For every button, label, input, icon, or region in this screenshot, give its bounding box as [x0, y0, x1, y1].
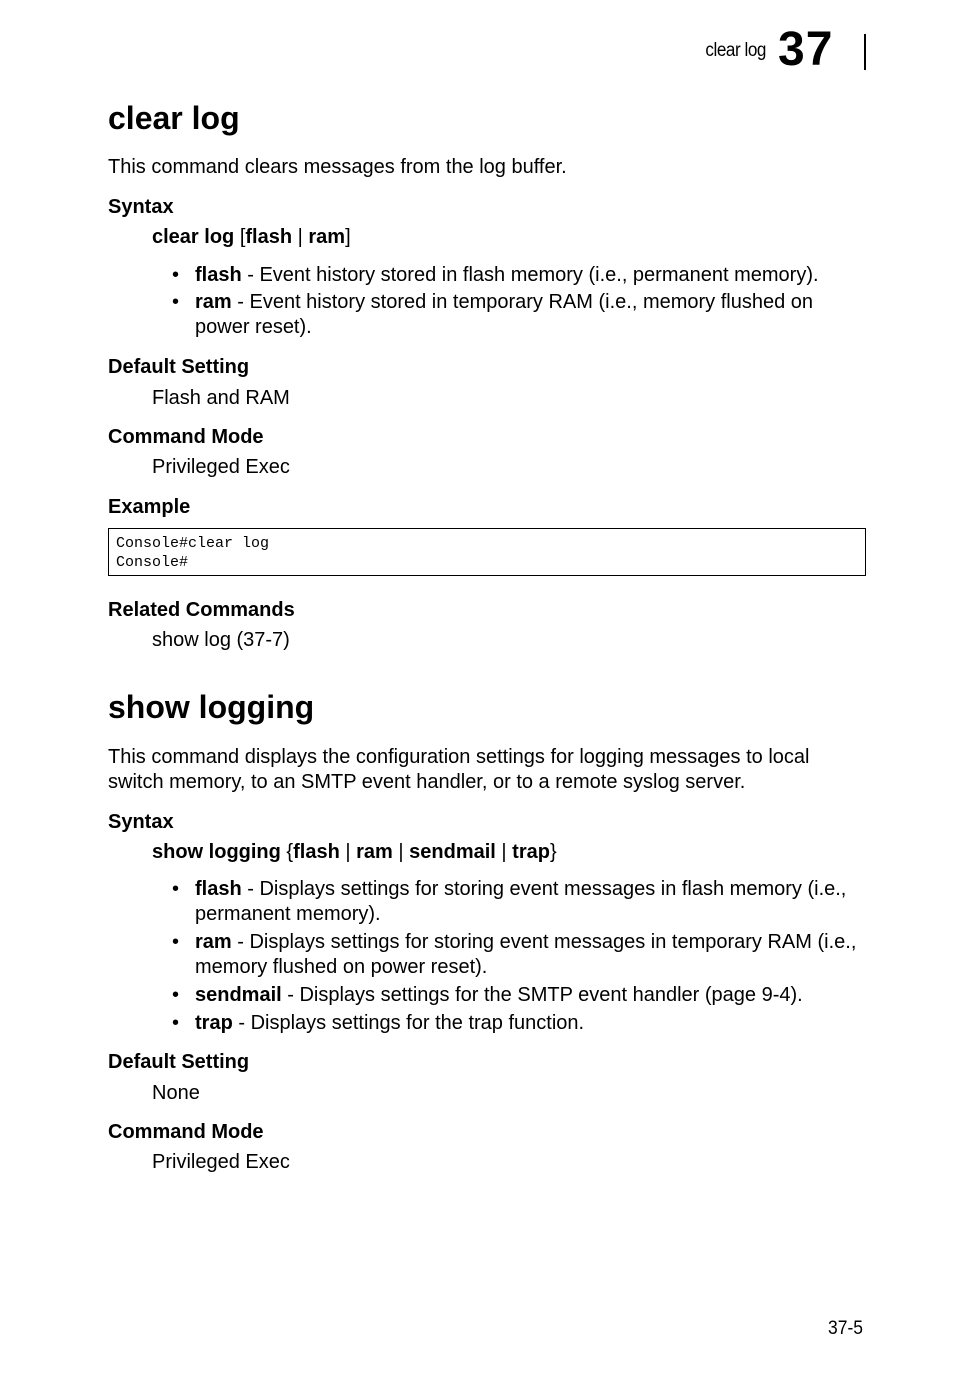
syntax-command: clear log: [152, 226, 235, 248]
clear-log-syntax: clear log [flash | ram]: [152, 226, 351, 248]
syntax-option: flash: [245, 226, 293, 248]
code-example: [108, 528, 866, 576]
chapter-rule: [864, 34, 866, 70]
section-title-show-logging: show logging: [108, 689, 315, 725]
clear-log-example-heading: Example: [108, 496, 191, 518]
running-title: clear log: [705, 40, 766, 61]
chapter-number: 37: [778, 23, 834, 76]
show-logging-mode-value: Privileged Exec: [152, 1151, 290, 1173]
clear-log-default-value: Flash and RAM: [152, 387, 290, 409]
show-logging-default-heading: Default Setting: [108, 1051, 250, 1073]
clear-log-related-heading: Related Commands: [108, 599, 295, 621]
syntax-option: ram: [356, 841, 393, 863]
show-logging-syntax-heading: Syntax: [108, 811, 174, 833]
syntax-option: flash: [293, 841, 340, 863]
list-item: • flash - Displays settings for storing event messages in flash memory (i.e., permanent memory).: [172, 877, 862, 927]
clear-log-related-value: show log (37-7): [152, 629, 290, 651]
code-line: Console#clear log: [116, 535, 270, 552]
syntax-option: trap: [512, 841, 550, 863]
show-logging-default-value: None: [152, 1082, 200, 1104]
list-item: • trap - Displays settings for the trap function.: [172, 1011, 862, 1036]
clear-log-param-list: [172, 263, 862, 340]
syntax-option: sendmail: [409, 841, 496, 863]
show-logging-description: This command displays the configuration settings for logging messages to local switch memory, to an SMTP event handler, or to a remote syslog server.: [108, 746, 810, 793]
list-item: • flash - Event history stored in flash memory (i.e., permanent memory).: [172, 263, 862, 288]
list-item: • ram - Displays settings for storing event messages in temporary RAM (i.e., memory flushed on power reset).: [172, 930, 862, 980]
clear-log-mode-heading: Command Mode: [108, 426, 264, 448]
clear-log-syntax-heading: Syntax: [108, 196, 174, 218]
show-logging-param-list: [172, 877, 862, 1036]
page-number: 37-5: [828, 1318, 863, 1339]
list-item: • sendmail - Displays settings for the SMTP event handler (page 9-4).: [172, 983, 862, 1008]
clear-log-description: This command clears messages from the log buffer.: [108, 156, 567, 178]
list-item: • ram - Event history stored in temporary RAM (i.e., memory flushed on power reset).: [172, 290, 862, 340]
code-line: Console#: [116, 554, 189, 571]
clear-log-mode-value: Privileged Exec: [152, 456, 290, 478]
show-logging-syntax: show logging {flash | ram | sendmail | trap}: [152, 841, 557, 863]
syntax-option: ram: [308, 226, 346, 248]
syntax-command: show logging: [152, 841, 281, 863]
clear-log-default-heading: Default Setting: [108, 356, 250, 378]
section-title-clear-log: clear log: [108, 100, 240, 136]
show-logging-mode-heading: Command Mode: [108, 1121, 264, 1143]
